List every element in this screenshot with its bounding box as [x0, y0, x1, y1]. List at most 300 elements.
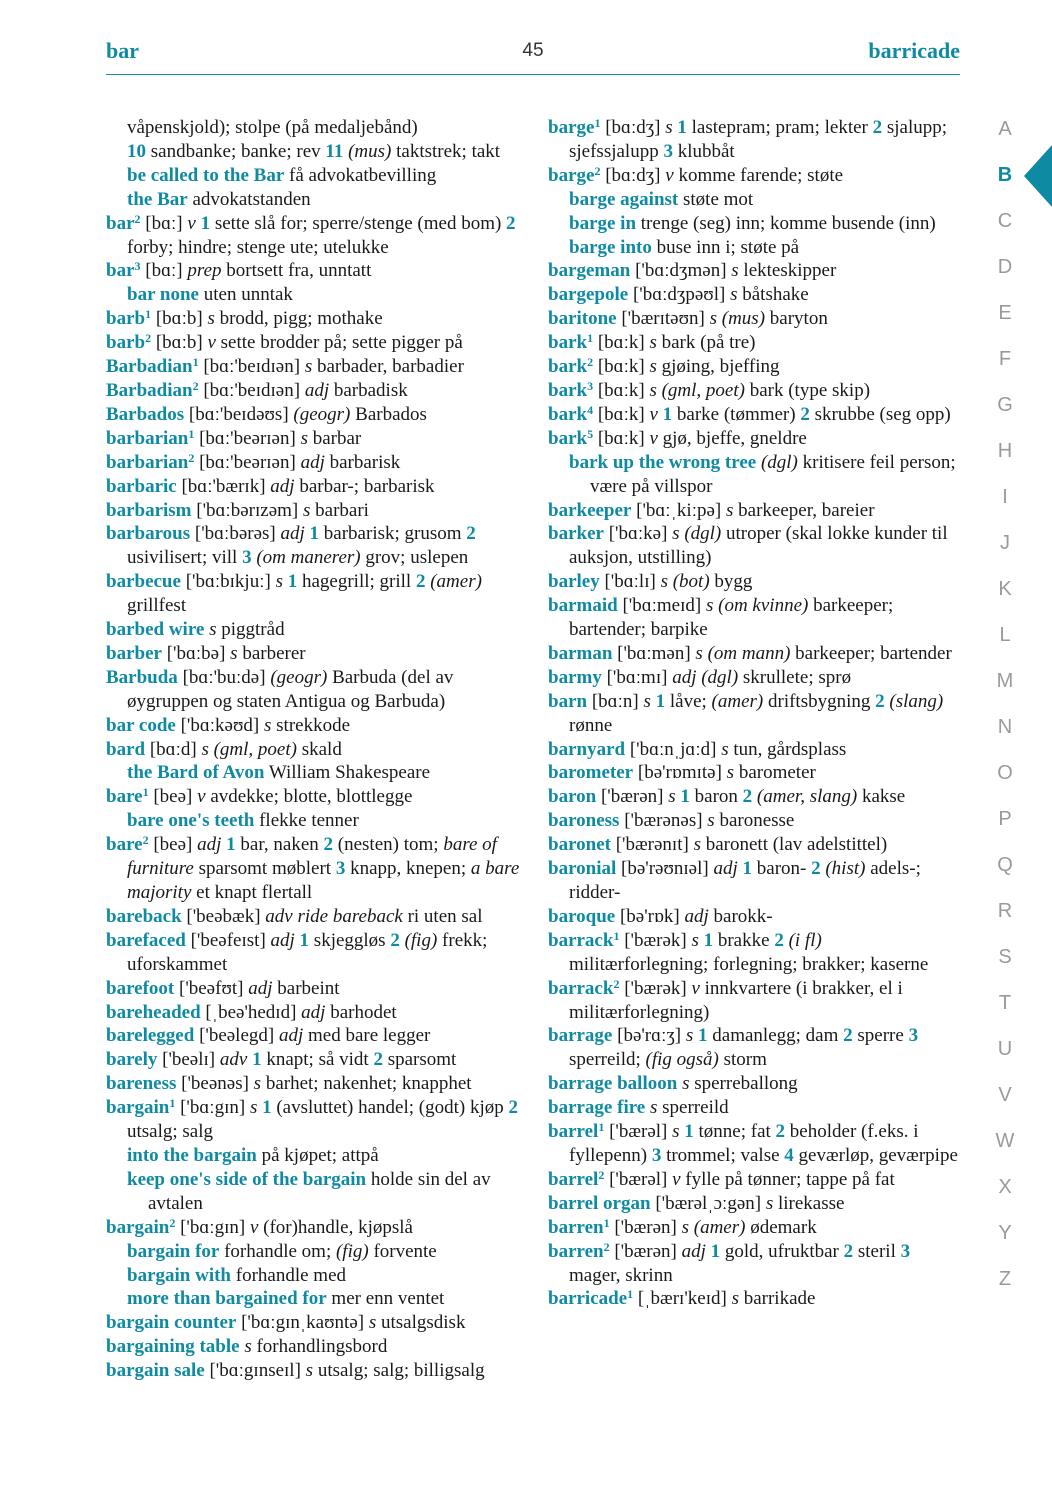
- sense-number: 1: [226, 834, 236, 856]
- definition-text: flekke tenner: [254, 810, 359, 832]
- alphabet-letter-e[interactable]: E: [998, 302, 1012, 324]
- definition-text: [bɑːd]: [145, 738, 202, 760]
- definition-text: barbar: [307, 427, 362, 449]
- dictionary-entry: [548, 1216, 958, 1240]
- sense-number: 3: [663, 140, 673, 162]
- definition-text: ['bærəl]: [604, 1168, 673, 1190]
- sense-number: 1: [309, 523, 320, 545]
- grammar-label: (dgl): [756, 451, 798, 473]
- definition-text: baron: [689, 786, 743, 808]
- alphabet-letter-v[interactable]: V: [998, 1084, 1012, 1106]
- homograph-number: 3: [134, 259, 141, 274]
- definition-text: uten unntak: [198, 284, 293, 306]
- homograph-number: 1: [613, 928, 620, 943]
- dictionary-entry: [548, 690, 958, 738]
- dictionary-entry: [106, 1072, 531, 1096]
- headword: bar: [106, 212, 135, 234]
- definition-text: barhet; nakenhet; knapphet: [261, 1073, 472, 1095]
- definition-text: ['bɑːkə]: [603, 523, 673, 545]
- definition-text: ['bærək]: [619, 929, 692, 951]
- sub-entry: [548, 451, 958, 499]
- alphabet-letter-d[interactable]: D: [997, 256, 1013, 278]
- definition-text: låve;: [665, 690, 712, 712]
- alphabet-letter-u[interactable]: U: [997, 1038, 1013, 1060]
- headword: barbarian: [106, 427, 189, 449]
- definition-text: barberer: [237, 642, 306, 664]
- dictionary-entry: [548, 857, 958, 905]
- grammar-label: prep: [187, 260, 222, 282]
- grammar-label: s: [302, 499, 311, 521]
- definition-text: [bə'rɒk]: [615, 905, 685, 927]
- definition-text: ['beəbæk]: [181, 905, 266, 927]
- dictionary-entry: [548, 331, 958, 355]
- dictionary-entry: [548, 570, 958, 594]
- dictionary-entry: [548, 1168, 958, 1192]
- alphabet-letter-z[interactable]: Z: [998, 1268, 1012, 1290]
- headword: barn: [548, 690, 588, 712]
- headword: bard: [106, 738, 146, 760]
- dictionary-entry: [548, 1072, 958, 1096]
- sense-number: 2: [774, 929, 784, 951]
- headword: barely: [106, 1049, 158, 1071]
- headword: more than bargained for: [127, 1288, 327, 1310]
- alphabet-letter-o[interactable]: O: [997, 762, 1013, 784]
- definition-text: [bə'rɒmɪtə]: [633, 762, 727, 784]
- definition-text: ['bɑːlɪ]: [599, 571, 661, 593]
- grammar-label: s: [693, 834, 701, 856]
- definition-text: [bɑː]: [140, 212, 188, 234]
- headword: barb: [106, 332, 146, 354]
- active-letter-tab-marker: [1024, 145, 1052, 207]
- sense-number: 2: [390, 929, 400, 951]
- definition-text: barke (tømmer): [672, 403, 801, 425]
- headword: baroness: [548, 810, 620, 832]
- alphabet-letter-c[interactable]: C: [997, 210, 1013, 232]
- headword: Barbadian: [106, 379, 193, 401]
- grammar-label: adj (dgl): [672, 666, 739, 688]
- definition-text: [bɑː'beərɪən]: [194, 451, 301, 473]
- dictionary-entry: [106, 714, 531, 738]
- headword: bargeman: [548, 260, 631, 282]
- definition-text: komme farende; støte: [673, 164, 844, 186]
- definition-text: grillfest: [127, 595, 187, 617]
- definition-text: et knapt flertall: [191, 882, 313, 903]
- definition-text: usivilisert; vill: [127, 547, 243, 569]
- headword: barrel: [548, 1121, 599, 1143]
- headword: barge against: [569, 188, 679, 210]
- grammar-label: adj: [681, 1240, 706, 1262]
- headword: bargain for: [127, 1240, 220, 1262]
- headword: bargaining table: [106, 1336, 240, 1358]
- grammar-label: adj: [713, 858, 738, 880]
- headword: barbarous: [106, 523, 191, 545]
- dictionary-entry: [106, 522, 531, 570]
- headword: barrel organ: [548, 1192, 651, 1214]
- dictionary-entry: [106, 833, 531, 905]
- grammar-label: (fig): [335, 1240, 369, 1262]
- sub-entry: [548, 188, 958, 212]
- grammar-label: v: [649, 403, 658, 425]
- alphabet-letter-b[interactable]: B: [997, 164, 1013, 186]
- definition-text: ['bɑːmeɪd]: [617, 595, 706, 617]
- definition-text: sjalupp; sjefssjalupp: [569, 117, 948, 162]
- sense-number: 2: [875, 690, 885, 712]
- definition-text: baryton: [765, 308, 828, 330]
- grammar-label: adj: [304, 379, 330, 401]
- headword: barefoot: [106, 977, 175, 999]
- headword: bargain with: [127, 1264, 231, 1286]
- dictionary-entry: [106, 403, 531, 427]
- headword: bark: [548, 332, 588, 354]
- definition-text: rønne: [569, 714, 613, 736]
- grammar-label: s: [230, 642, 238, 664]
- grammar-label: adj: [278, 1025, 304, 1047]
- grammar-label: s: [209, 619, 217, 641]
- grammar-label: adj: [301, 1001, 326, 1023]
- grammar-label: s (bot): [660, 571, 710, 593]
- headword: the Bar: [127, 188, 188, 210]
- dictionary-entry: [106, 905, 531, 929]
- grammar-label: s (dgl): [672, 523, 722, 545]
- sense-number: 1: [684, 1121, 694, 1143]
- definition-text: barokk-: [708, 905, 773, 927]
- dictionary-entry: [106, 1216, 531, 1240]
- alphabet-letter-r[interactable]: R: [997, 900, 1013, 922]
- sub-entry: [106, 164, 531, 188]
- headword: keep one's side of the bargain: [127, 1168, 367, 1190]
- dictionary-entry: [548, 1287, 958, 1311]
- definition-text: gjøing, bjeffing: [656, 356, 780, 378]
- definition-text: barbar-; barbarisk: [294, 475, 435, 497]
- dictionary-entry: [548, 642, 958, 666]
- alphabet-letter-g[interactable]: G: [997, 394, 1013, 416]
- headword: barkeeper: [548, 499, 632, 521]
- definition-text: ['bærən]: [609, 1216, 682, 1238]
- definition-text: advokatstanden: [187, 188, 311, 210]
- grammar-label: s: [672, 1121, 680, 1143]
- grammar-label: (geogr): [270, 666, 328, 688]
- dictionary-entry: [548, 259, 958, 283]
- dictionary-entry: [106, 140, 531, 164]
- sense-number: 1: [655, 690, 666, 712]
- grammar-label: v: [197, 786, 206, 808]
- grammar-label: s: [721, 738, 729, 760]
- dictionary-entry: [548, 785, 958, 809]
- headword: baronet: [548, 834, 611, 856]
- definition-text: med bare legger: [303, 1025, 431, 1047]
- sense-number: 2: [466, 523, 476, 545]
- alphabet-letter-k[interactable]: K: [998, 578, 1012, 600]
- grammar-label: s: [643, 690, 651, 712]
- headword: Barbadian: [106, 356, 193, 378]
- alphabet-letter-a[interactable]: A: [998, 118, 1012, 140]
- dictionary-entry: [548, 977, 958, 1025]
- headword: barefaced: [106, 929, 186, 951]
- definition-text: forby; hindre; stenge ute; utelukke: [127, 236, 389, 258]
- alphabet-letter-m[interactable]: M: [996, 670, 1014, 692]
- dictionary-entry: [548, 1096, 958, 1120]
- sense-number: 10: [127, 140, 146, 162]
- alphabet-letter-y[interactable]: Y: [998, 1222, 1012, 1244]
- grammar-label: s: [665, 117, 673, 138]
- sense-number: 11: [325, 140, 344, 162]
- definition-text: sperre: [852, 1025, 909, 1047]
- definition-text: våpenskjold); stolpe (på medaljebånd): [127, 117, 418, 138]
- definition-text: (nesten) tom;: [333, 834, 444, 856]
- definition-text: sette slå for; sperre/stenge (med bom): [210, 212, 507, 234]
- grammar-label: v: [691, 977, 700, 999]
- grammar-label: v: [187, 212, 196, 234]
- definition-text: [bɑː'buːdə]: [177, 666, 271, 688]
- grammar-label: s: [275, 571, 283, 593]
- grammar-label: adj: [248, 977, 273, 999]
- definition-text: brodd, pigg; mothake: [214, 308, 383, 330]
- dictionary-entry: [548, 379, 958, 403]
- definition-text: beholder (f.eks. i fyllepenn): [569, 1121, 919, 1166]
- grammar-label: s: [731, 1288, 739, 1310]
- grammar-label: adj: [270, 475, 295, 497]
- alphabet-letter-w[interactable]: W: [995, 1130, 1015, 1152]
- sub-entry: [106, 1287, 531, 1311]
- headword: bargain: [106, 1097, 170, 1119]
- definition-text: bar, naken: [235, 834, 324, 856]
- dictionary-entry: [548, 427, 958, 451]
- grammar-label: s: [765, 1192, 774, 1214]
- definition-text: gold, ufruktbar: [720, 1240, 844, 1262]
- sense-number: 1: [252, 1049, 262, 1071]
- definition-text: sperreild: [657, 1097, 729, 1119]
- grammar-label: (amer): [425, 571, 482, 593]
- definition-text: ['bɑːdʒpəʊl]: [628, 284, 731, 306]
- definition-text: buse inn i; støte på: [651, 236, 800, 258]
- definition-text: (for)handle, kjøpslå: [258, 1216, 413, 1238]
- headword: barmy: [548, 666, 602, 688]
- definition-text: ['bɑːmɪ]: [601, 666, 673, 688]
- headword: barge: [548, 117, 595, 138]
- definition-text: lirekasse: [773, 1192, 845, 1214]
- definition-text: [bɑːk]: [593, 356, 650, 378]
- sense-number: 3: [335, 858, 346, 880]
- dictionary-entry: [106, 642, 531, 666]
- sense-number: 2: [872, 117, 883, 138]
- sense-number: 3: [651, 1144, 662, 1166]
- definition-text: sparsomt møblert: [193, 858, 336, 880]
- definition-text: holde sin del av avtalen: [148, 1168, 491, 1214]
- definition-text: barbeint: [272, 977, 340, 999]
- headword: barley: [548, 571, 600, 593]
- grammar-label: s: [731, 260, 739, 282]
- alphabet-letter-p[interactable]: P: [998, 808, 1012, 830]
- headword: barrel: [548, 1168, 599, 1190]
- dictionary-entry: [106, 977, 531, 1001]
- definition-text: bark (type skip): [744, 379, 871, 401]
- definition-text: ['bɑːnˌjɑːd]: [625, 738, 722, 760]
- dictionary-entry: [106, 475, 531, 499]
- alphabet-letter-n[interactable]: N: [997, 716, 1013, 738]
- homograph-number: 1: [598, 1120, 605, 1135]
- headword: barricade: [548, 1288, 628, 1310]
- definition-text: William Shakespeare: [264, 762, 431, 784]
- dictionary-entry: [548, 761, 958, 785]
- page-number: 45: [522, 40, 544, 61]
- headword: barren: [548, 1240, 604, 1262]
- sub-entry: [106, 283, 531, 307]
- grammar-label: s: [304, 356, 313, 378]
- definition-text: barbarisk; grusom: [319, 523, 467, 545]
- dictionary-entry: [106, 1096, 531, 1144]
- definition-text: (avsluttet) handel; (godt) kjøp: [271, 1097, 509, 1119]
- definition-text: sperreild;: [569, 1049, 646, 1071]
- dictionary-entry: [106, 307, 531, 331]
- definition-text: støte mot: [678, 188, 754, 210]
- definition-text: storm: [718, 1049, 767, 1071]
- grammar-label: (amer): [711, 690, 764, 712]
- definition-text: [bə'rəʊnɪəl]: [616, 858, 714, 880]
- definition-text: ['bærən]: [596, 786, 669, 808]
- grammar-label: s (gml, poet): [201, 738, 297, 760]
- definition-text: adels-; ridder-: [569, 858, 921, 903]
- definition-text: utsalg; salg; billigsalg: [313, 1360, 485, 1382]
- grammar-label: s: [649, 356, 657, 378]
- grammar-label: s: [244, 1336, 252, 1358]
- definition-text: barbari: [310, 499, 369, 521]
- alphabet-letter-f[interactable]: F: [998, 348, 1012, 370]
- grammar-label: (hist): [820, 858, 866, 880]
- dictionary-entry: [548, 809, 958, 833]
- definition-text: skald: [296, 738, 342, 760]
- headword: barge in: [569, 212, 637, 234]
- sense-number: 3: [908, 1025, 919, 1047]
- sense-number: 1: [680, 786, 690, 808]
- definition-text: ['bærənɪt]: [610, 834, 694, 856]
- dictionary-entry: [106, 355, 531, 379]
- headword: barrage: [548, 1025, 613, 1047]
- homograph-number: 2: [613, 976, 620, 991]
- sense-number: 1: [698, 1025, 708, 1047]
- alphabet-letter-t[interactable]: T: [998, 992, 1012, 1014]
- alphabet-letter-s[interactable]: S: [998, 946, 1012, 968]
- headword: bar: [106, 260, 135, 282]
- grammar-label: s: [668, 786, 676, 808]
- definition-text: Barbados: [350, 403, 427, 425]
- dictionary-entry: [548, 164, 958, 188]
- grammar-label: s: [253, 1073, 262, 1095]
- definition-text: [bɑːk]: [593, 332, 650, 354]
- sense-number: 2: [415, 571, 426, 593]
- definition-text: ['bɑːkəʊd]: [175, 714, 264, 736]
- dictionary-entry: [548, 283, 958, 307]
- alphabet-letter-h[interactable]: H: [997, 440, 1013, 462]
- headword: barren: [548, 1216, 604, 1238]
- definition-text: [beə]: [148, 834, 198, 856]
- definition-text: barrikade: [738, 1288, 816, 1310]
- alphabet-index: [988, 116, 1022, 1312]
- dictionary-entry: [106, 618, 531, 642]
- definition-text: utroper (skal lokke kunder til auksjon, utstilling): [569, 523, 948, 569]
- homograph-number: 2: [169, 1215, 176, 1230]
- sense-number: 3: [900, 1240, 911, 1262]
- homograph-number: 2: [587, 355, 594, 370]
- alphabet-letter-j[interactable]: J: [1000, 532, 1010, 554]
- homograph-number: 4: [587, 402, 594, 417]
- headword: be called to the Bar: [127, 164, 285, 186]
- grammar-label: (geogr): [293, 403, 351, 425]
- headword: Barbuda: [106, 666, 178, 688]
- alphabet-letter-q[interactable]: Q: [997, 854, 1013, 876]
- homograph-number: 1: [627, 1287, 634, 1302]
- dictionary-entry: [548, 1192, 958, 1216]
- grammar-label: s (mus): [709, 308, 766, 330]
- headword: bar none: [127, 284, 199, 306]
- sense-number: 2: [323, 834, 334, 856]
- dictionary-entry: [548, 1024, 958, 1072]
- definition-text: Barbuda (del av øygruppen og staten Antigua og Barbuda): [127, 666, 454, 712]
- headword: bare one's teeth: [127, 810, 255, 832]
- dictionary-entry: [548, 1120, 958, 1168]
- homograph-number: 2: [594, 163, 601, 178]
- grammar-label: s (om mann): [695, 642, 791, 664]
- sense-number: 4: [784, 1144, 794, 1166]
- dictionary-entry: [548, 594, 958, 642]
- headword: barge into: [569, 236, 652, 258]
- definition-text: lastepram; pram; lekter: [686, 117, 873, 138]
- grammar-label: s: [649, 332, 657, 354]
- alphabet-letter-x[interactable]: X: [998, 1176, 1012, 1198]
- grammar-label: s: [305, 1360, 314, 1382]
- definition-text: mer enn ventet: [326, 1288, 445, 1310]
- dictionary-entry: [106, 666, 531, 714]
- definition-text: [bɑː'beɪdɪən]: [198, 379, 305, 401]
- right-guide-word: barricade: [868, 38, 960, 63]
- grammar-label: adj: [300, 451, 325, 473]
- definition-text: [ˌbærɪ'keɪd]: [633, 1288, 732, 1310]
- headword: bare: [106, 786, 143, 808]
- sub-entry: [106, 1168, 531, 1216]
- sense-number: 2: [373, 1049, 383, 1071]
- alphabet-letter-i[interactable]: I: [1002, 486, 1008, 508]
- dictionary-entry: [548, 929, 958, 977]
- definition-text: barbader, barbadier: [312, 356, 464, 378]
- grammar-label: s: [368, 1312, 377, 1334]
- grammar-label: v: [672, 1168, 681, 1190]
- headword: bark: [548, 427, 588, 449]
- alphabet-letter-l[interactable]: L: [999, 624, 1011, 646]
- headword: barrage balloon: [548, 1073, 678, 1095]
- definition-text: trommel; valse: [661, 1144, 785, 1166]
- grammar-label: adj: [280, 523, 305, 545]
- definition-text: sette brodder på; sette pigger på: [215, 332, 463, 354]
- dictionary-entry: [106, 1048, 531, 1072]
- definition-text: piggtråd: [216, 619, 285, 641]
- dictionary-entry: [548, 307, 958, 331]
- definition-text: [bɑː'beɪdəʊs]: [184, 403, 294, 425]
- definition-text: strekkode: [271, 714, 351, 736]
- definition-text: hagegrill; grill: [297, 571, 416, 593]
- definition-text: knapp, knepen;: [345, 858, 471, 880]
- definition-text: driftsbygning: [763, 690, 876, 712]
- dictionary-entry: [106, 212, 531, 260]
- definition-text: militærforlegning; forlegning; brakker; kaserne: [569, 953, 929, 975]
- definition-text: lekteskipper: [738, 260, 837, 282]
- definition-text: damanlegg; dam: [707, 1025, 844, 1047]
- dictionary-entry: [548, 738, 958, 762]
- definition-text: [bɑː'beɪdɪən]: [198, 356, 305, 378]
- homograph-number: 2: [598, 1167, 605, 1182]
- definition-text: ['bærənəs]: [619, 810, 708, 832]
- homograph-number: 2: [603, 1239, 610, 1254]
- definition-text: [bɑːdʒ]: [600, 117, 666, 138]
- homograph-number: 1: [188, 426, 195, 441]
